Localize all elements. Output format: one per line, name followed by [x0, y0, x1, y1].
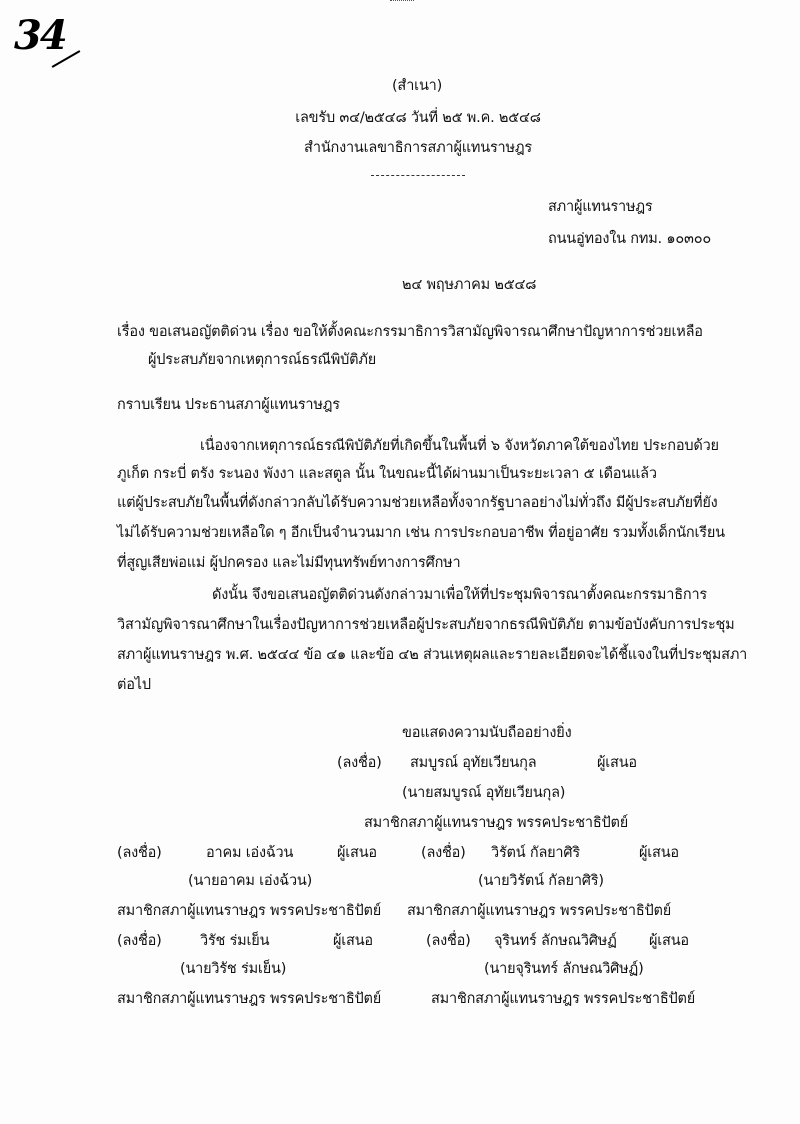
proposer-label: ผู้เสนอ [649, 933, 689, 949]
signer-3-signature: วิรัตน์ กัลยาศิริ [491, 845, 580, 861]
signer-4-signature: วิรัช ร่มเย็น [200, 933, 270, 949]
proposer-label: ผู้เสนอ [337, 845, 377, 861]
proposer-label: ผู้เสนอ [597, 755, 637, 771]
body-line: ต่อไป [117, 677, 151, 693]
signer-1-signature: สมบูรณ์ อุทัยเวียนกุล [410, 755, 537, 771]
signer-3-name: (นายวิรัตน์ กัลยาศิริ) [478, 873, 604, 889]
signer-3-title: สมาชิกสภาผู้แทนราษฎร พรรคประชาธิปัตย์ [407, 903, 672, 919]
signer-1-title: สมาชิกสภาผู้แทนราษฎร พรรคประชาธิปัตย์ [364, 815, 629, 831]
proposer-label: ผู้เสนอ [639, 845, 679, 861]
signer-5-signature: จุรินทร์ ลักษณวิศิษฏ์ [494, 933, 617, 949]
document-date: ๒๔ พฤษภาคม ๒๕๔๘ [402, 277, 537, 293]
sign-label: (ลงชื่อ) [117, 845, 162, 861]
sign-label: (ลงชื่อ) [421, 845, 466, 861]
sign-label: (ลงชื่อ) [337, 755, 382, 771]
body-line: ไม่ได้รับความช่วยเหลือใด ๆ อีกเป็นจำนวนมาก เช่น การประกอบอาชีพ ที่อยู่อาศัย รวมทั้งเด็กนักเรียน [117, 525, 725, 541]
subject-line-2: ผู้ประสบภัยจากเหตุการณ์ธรณีพิบัติภัย [148, 352, 377, 368]
sign-label: (ลงชื่อ) [426, 933, 471, 949]
header-divider [371, 175, 465, 176]
signer-4-name: (นายวิรัช ร่มเย็น) [180, 961, 287, 977]
handwritten-page-number: 34 [14, 12, 66, 59]
top-edge-mark [390, 0, 414, 3]
body-line: ดังนั้น จึงขอเสนอญัตติด่วนดังกล่าวมาเพื่อให้ที่ประชุมพิจารณาตั้งคณะกรรมาธิการ [212, 587, 707, 603]
signer-1-name: (นายสมบูรณ์ อุทัยเวียนกุล) [402, 785, 566, 801]
signer-5-name: (นายจุรินทร์ ลักษณวิศิษฏ์) [484, 961, 644, 977]
body-line: วิสามัญพิจารณาศึกษาในเรื่องปัญหาการช่วยเหลือผู้ประสบภัยจากธรณีพิบัติภัย ตามข้อบังคับการประชุม [117, 617, 735, 633]
body-line: เนื่องจากเหตุการณ์ธรณีพิบัติภัยที่เกิดขึ้นในพื้นที่ ๖ จังหวัดภาคใต้ของไทย ประกอบด้วย [200, 438, 719, 454]
address-line-1: สภาผู้แทนราษฎร [548, 199, 653, 215]
signer-2-name: (นายอาคม เอ่งฉ้วน) [188, 873, 313, 889]
proposer-label: ผู้เสนอ [333, 933, 373, 949]
salutation: กราบเรียน ประธานสภาผู้แทนราษฎร [117, 397, 340, 413]
signer-2-title: สมาชิกสภาผู้แทนราษฎร พรรคประชาธิปัตย์ [117, 903, 382, 919]
closing-phrase: ขอแสดงความนับถืออย่างยิ่ง [402, 725, 572, 741]
office-name: สำนักงานเลขาธิการสภาผู้แทนราษฎร [304, 140, 532, 156]
body-line: ที่สูญเสียพ่อแม่ ผู้ปกครอง และไม่มีทุนทรัพย์ทางการศึกษา [117, 555, 461, 571]
body-line: สภาผู้แทนราษฎร พ.ศ. ๒๕๔๔ ข้อ ๔๑ และข้อ ๔๒ ส่วนเหตุผลและรายละเอียดจะได้ชี้แจงในที่ประชุมสภา [117, 647, 748, 663]
copy-label: (สำเนา) [391, 78, 443, 94]
subject-line-1: เรื่อง ขอเสนอญัตติด่วน เรื่อง ขอให้ตั้งคณะกรรมาธิการวิสามัญพิจารณาศึกษาปัญหาการช่วยเหลือ [117, 324, 703, 340]
signer-4-title: สมาชิกสภาผู้แทนราษฎร พรรคประชาธิปัตย์ [117, 991, 382, 1007]
signer-2-signature: อาคม เอ่งฉ้วน [206, 845, 294, 861]
signer-5-title: สมาชิกสภาผู้แทนราษฎร พรรคประชาธิปัตย์ [431, 991, 696, 1007]
body-line: ภูเก็ต กระบี่ ตรัง ระนอง พังงา และสตูล นั้น ในขณะนี้ได้ผ่านมาเป็นระยะเวลา ๕ เดือนแล้ว [117, 466, 657, 482]
address-line-2: ถนนอู่ทองใน กทม. ๑๐๓๐๐ [548, 231, 712, 247]
sign-label: (ลงชื่อ) [117, 933, 162, 949]
receipt-line: เลขรับ ๓๔/๒๕๔๘ วันที่ ๒๕ พ.ค. ๒๕๔๘ [295, 110, 541, 126]
body-line: แต่ผู้ประสบภัยในพื้นที่ดังกล่าวกลับได้รับความช่วยเหลือทั้งจากรัฐบาลอย่างไม่ทั่วถึง มีผู้ประสบภัยที่ยัง [117, 495, 718, 511]
